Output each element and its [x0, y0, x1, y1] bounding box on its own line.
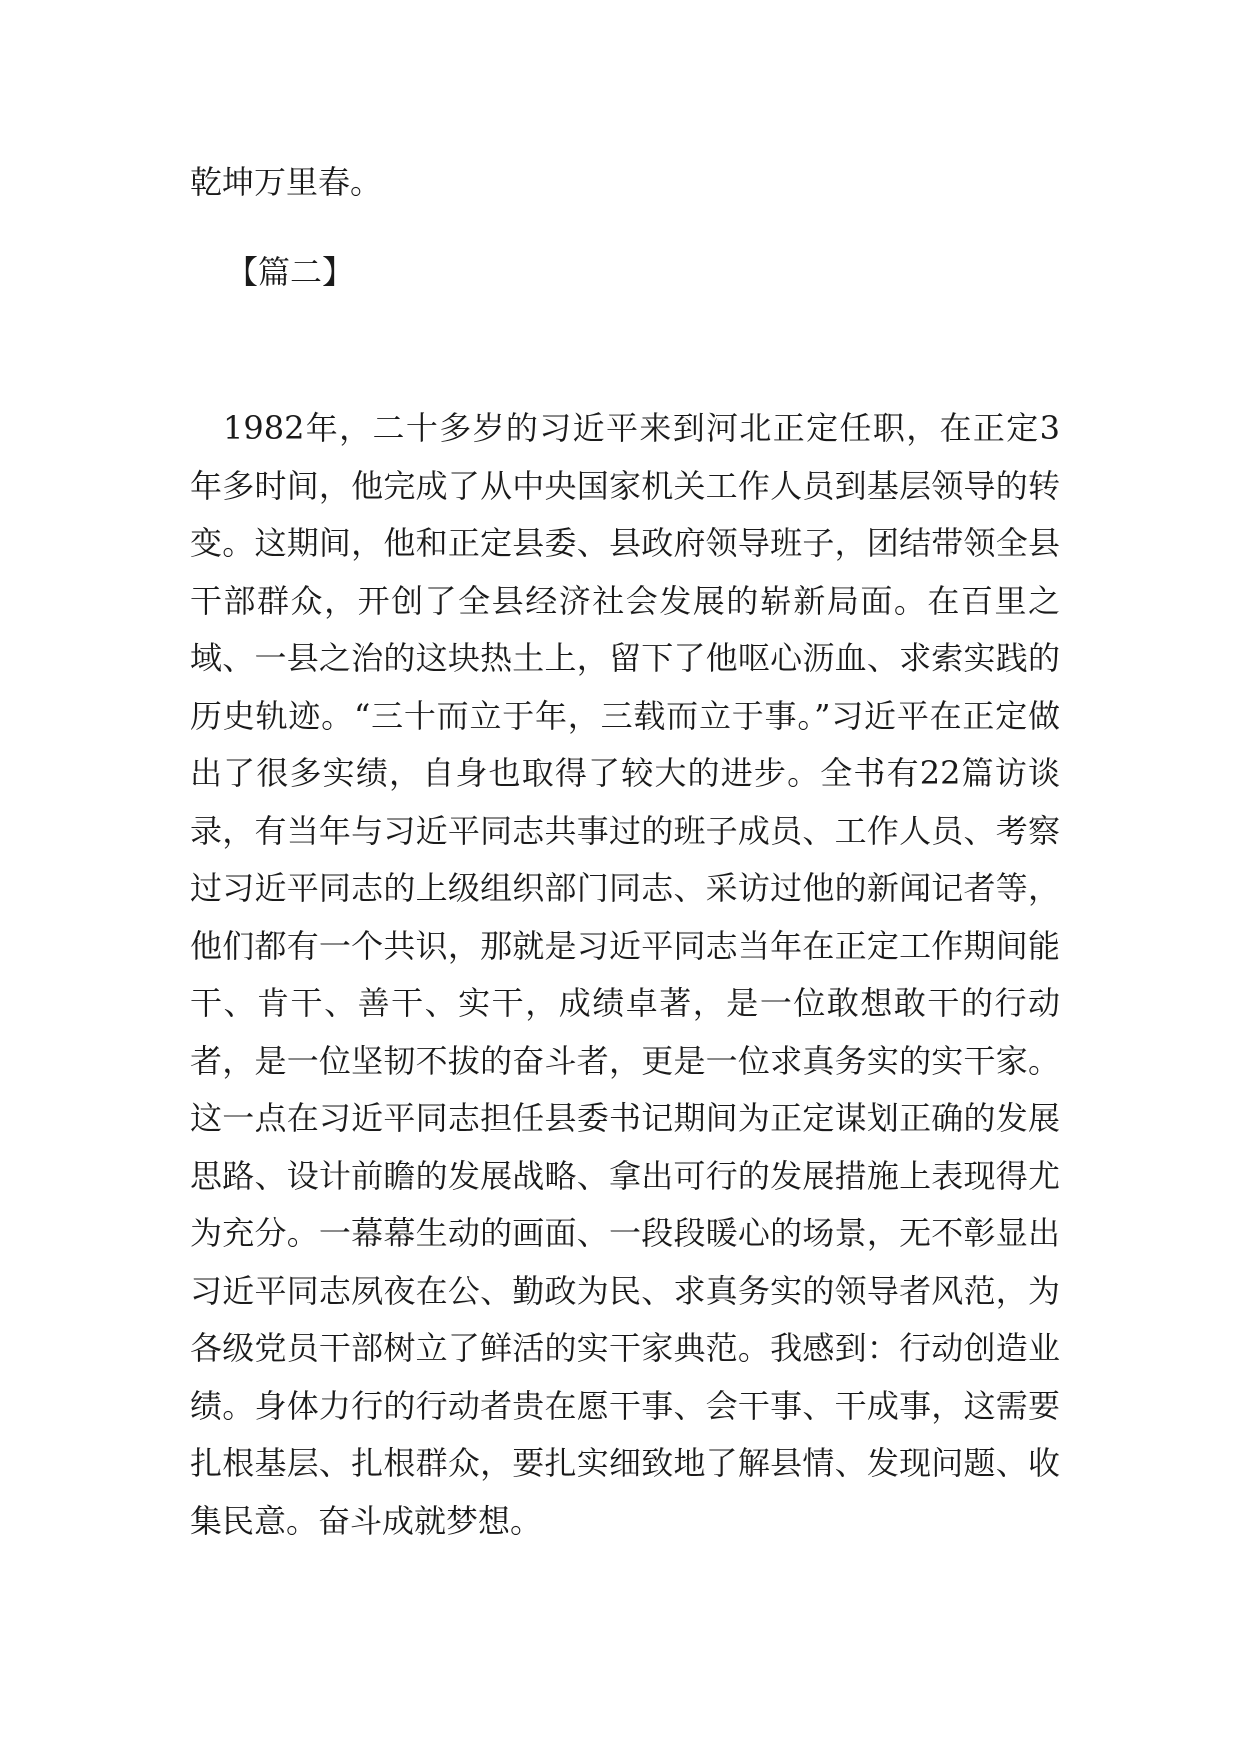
section-heading: 【篇二】 — [226, 253, 355, 291]
body-paragraph: 1982年，二十多岁的习近平来到河北正定任职，在正定3年多时间，他完成了从中央国家机关工作人员到基层领导的转变。这期间，他和正定县委、县政府领导班子，团结带领全县干部群众，开创了全县经济社会发展的崭新局面。在百里之域、一县之治的这块热土上，留下了他呕心沥血、求索实践的历史轨迹。“三十而立于年，三载而立于事。”习近平在正定做出了很多实绩，自身也取得了较大的进步。全书有22篇访谈录，有当年与习近平同志共事过的班子成员、工作人员、考察过习近平同志的上级组织部门同志、采访过他的新闻记者等，他们都有一个共识，那就是习近平同志当年在正定工作期间能干、肯干、善干、实干，成绩卓著，是一位敢想敢干的行动者，是一位坚韧不拔的奋斗者，更是一位求真务实的实干家。这一点在习近平同志担任县委书记期间为正定谋划正确的发展思路、设计前瞻的发展战略、拿出可行的发展措施上表现得尤为充分。一幕幕生动的画面、一段段暖心的场景，无不彰显出习近平同志夙夜在公、勤政为民、求真务实的领导者风范，为各级党员干部树立了鲜活的实干家典范。我感到：行动创造业绩。身体力行的行动者贵在愿干事、会干事、干成事，这需要扎根基层、扎根群众，要扎实细致地了解县情、发现问题、收集民意。奋斗成就梦想。 — [190, 409, 1060, 1540]
carry-over-text: 乾坤万里春。 — [190, 163, 383, 201]
